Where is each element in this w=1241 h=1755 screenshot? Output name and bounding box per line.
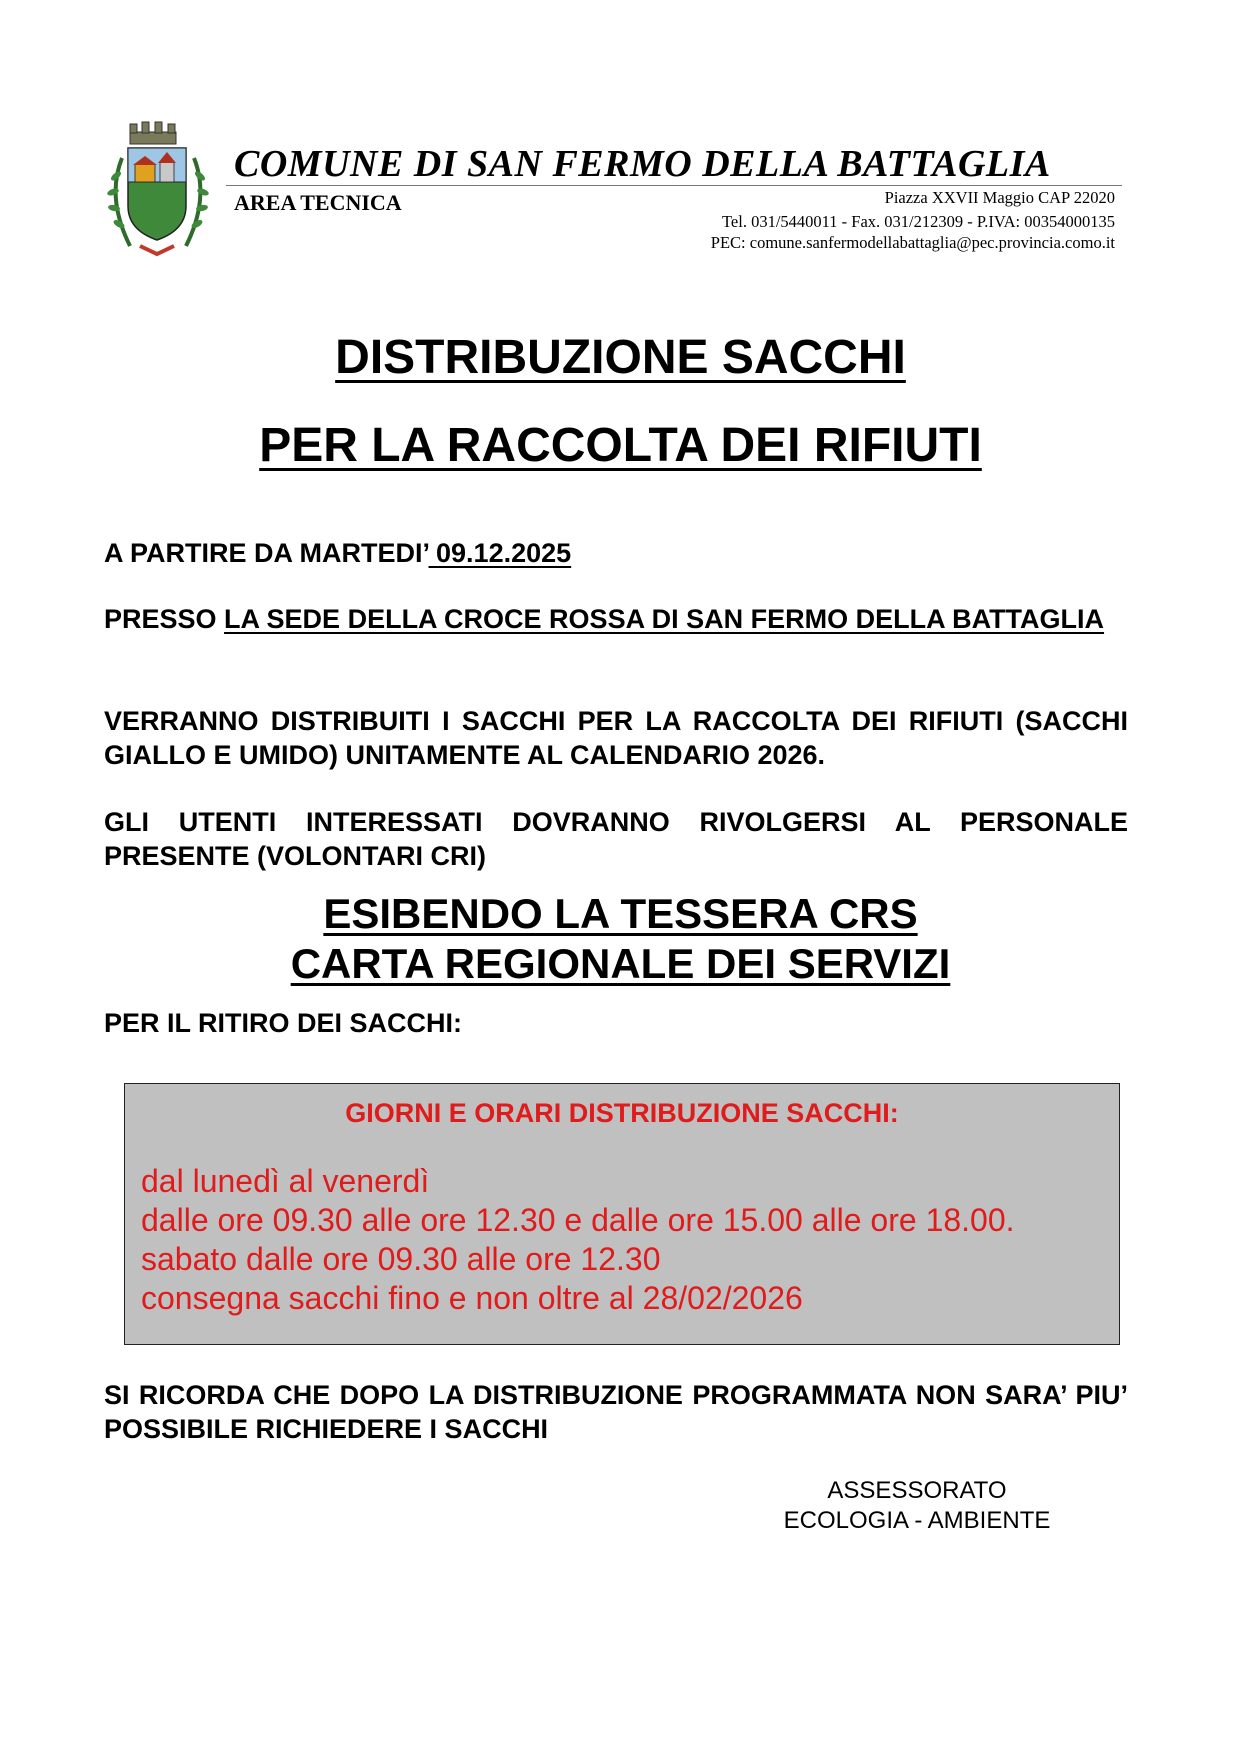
schedule-heading: GIORNI E ORARI DISTRIBUZIONE SACCHI:: [345, 1098, 899, 1128]
pickup-paragraph: PER IL RITIRO DEI SACCHI:: [104, 1008, 463, 1038]
signature-line-1: ASSESSORATO: [827, 1477, 1007, 1504]
reminder-paragraph: SI RICORDA CHE DOPO LA DISTRIBUZIONE PROGRAMMATA NON SARA’ PIU’ POSSIBILE RICHIEDERE I SACCHI: [104, 1380, 1128, 1444]
header-divider: [226, 185, 1122, 186]
start-date: 09.12.2025: [428, 538, 572, 568]
users-paragraph: GLI UTENTI INTERESSATI DOVRANNO RIVOLGERSI AL PERSONALE PRESENTE (VOLONTARI CRI): [104, 807, 1128, 871]
municipality-title: COMUNE DI SAN FERMO DELLA BATTAGLIA: [234, 143, 1051, 185]
location-paragraph: [104, 602, 1128, 636]
department-label: AREA TECNICA: [234, 190, 402, 215]
signature-line-2: ECOLOGIA - AMBIENTE: [783, 1507, 1051, 1534]
notice-title-line-1: DISTRIBUZIONE SACCHI: [335, 331, 906, 384]
crs-card-line-1: ESIBENDO LA TESSERA CRS: [323, 890, 918, 937]
schedule-line: consegna sacchi fino e non oltre al 28/02/2026: [141, 1280, 803, 1316]
crs-card-line-2: CARTA REGIONALE DEI SERVIZI: [290, 940, 951, 987]
schedule-line: dal lunedì al venerdì: [141, 1163, 430, 1199]
distribution-paragraph: VERRANNO DISTRIBUITI I SACCHI PER LA RACCOLTA DEI RIFIUTI (SACCHI GIALLO E UMIDO) UNITAMENTE AL CALENDARIO 2026.: [104, 706, 1128, 770]
start-date-prefix: A PARTIRE DA MARTEDI’: [104, 538, 429, 568]
pec-line: PEC: comune.sanfermodellabattaglia@pec.provincia.como.it: [710, 233, 1115, 252]
coat-of-arms-icon: [100, 118, 216, 268]
schedule-line: sabato dalle ore 09.30 alle ore 12.30: [141, 1241, 661, 1277]
schedule-line: dalle ore 09.30 alle ore 12.30 e dalle ore 15.00 alle ore 18.00.: [141, 1202, 1015, 1238]
contacts-line: Tel. 031/5440011 - Fax. 031/212309 - P.IVA: 00354000135: [721, 212, 1115, 231]
start-date-paragraph: [104, 536, 1128, 570]
location-prefix: PRESSO: [104, 604, 225, 634]
location-place: LA SEDE DELLA CROCE ROSSA DI SAN FERMO DELLA BATTAGLIA: [224, 604, 1105, 634]
address-line: Piazza XXVII Maggio CAP 22020: [884, 188, 1115, 207]
schedule-box: [124, 1083, 1120, 1345]
notice-title-line-2: PER LA RACCOLTA DEI RIFIUTI: [259, 419, 982, 472]
